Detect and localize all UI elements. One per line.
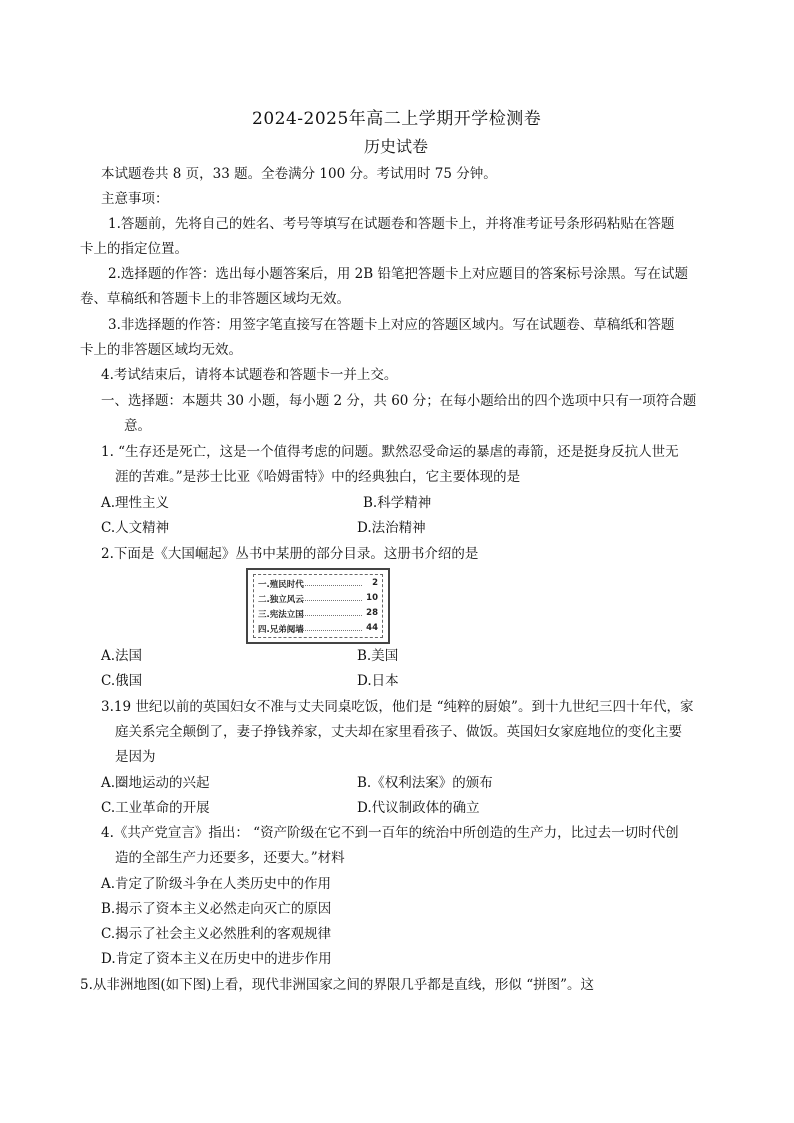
notice-item-2: 2.选择题的作答：选出每小题答案后，用 2B 铅笔把答题卡上对应题目的答案标号涂黑。写在试题 [108, 266, 688, 282]
question-1-option-a[interactable]: A.理性主义 [101, 495, 170, 511]
notice-item-4: 4.考试结束后，请将本试题卷和答题卡一并上交。 [101, 367, 398, 383]
question-1-option-d[interactable]: D.法治精神 [357, 520, 426, 536]
toc-label: 三.宪法立国 [258, 610, 304, 620]
question-3-option-c[interactable]: C.工业革命的开展 [101, 800, 210, 816]
toc-label: 二.独立风云 [258, 595, 304, 605]
notice-item-1-cont: 卡上的指定位置。 [80, 241, 188, 257]
question-1-text: 1. “生存还是死亡，这是一个值得考虑的问题。默然忍受命运的暴虐的毒箭，还是挺身反抗人世无 [101, 444, 679, 460]
toc-row [258, 623, 378, 638]
question-2-option-b[interactable]: B.美国 [357, 648, 399, 664]
toc-row [258, 593, 378, 608]
question-3-text-cont: 是因为 [115, 749, 156, 765]
question-3-option-d[interactable]: D.代议制政体的确立 [357, 800, 480, 816]
notice-item-2-cont: 卷、草稿纸和答题卡上的非答题区域均无效。 [80, 291, 350, 307]
toc-row [258, 578, 378, 593]
question-3-option-b[interactable]: B.《权利法案》的颁布 [357, 775, 493, 791]
notice-heading: 主意事项： [101, 191, 169, 207]
exam-subtitle: 历史试卷 [364, 137, 429, 156]
question-2-option-a[interactable]: A.法国 [101, 648, 143, 664]
question-3-text: 3.19 世纪以前的英国妇女不准与丈夫同桌吃饭，他们是 “纯粹的厨娘”。到十九世纪三四十年代，家 [101, 699, 694, 715]
toc-page: 44 [366, 623, 378, 633]
toc-label: 一.殖民时代 [258, 580, 304, 590]
notice-item-3-cont: 卡上的非答题区域均无效。 [80, 342, 242, 358]
exam-title: 2024-2025年高二上学期开学检测卷 [252, 109, 542, 129]
question-3-text-cont: 庭关系完全颠倒了，妻子挣钱养家，丈夫却在家里看孩子、做饭。英国妇女家庭地位的变化主要 [115, 724, 682, 740]
question-1-option-c[interactable]: C.人文精神 [101, 520, 170, 536]
book-toc-image [246, 568, 390, 644]
toc-page: 2 [372, 578, 378, 588]
question-1-text-cont: 涯的苦难。”是莎士比亚《哈姆雷特》中的经典独白，它主要体现的是 [115, 469, 521, 485]
notice-item-3: 3.非选择题的作答：用签字笔直接写在答题卡上对应的答题区域内。写在试题卷、草稿纸和答题 [108, 317, 675, 333]
notice-item-1: 1.答题前，先将自己的姓名、考号等填写在试题卷和答题卡上，并将准考证号条形码粘贴在答题 [108, 216, 675, 232]
question-4-option-c[interactable]: C.揭示了社会主义必然胜利的客观规律 [101, 926, 332, 942]
question-4-option-d[interactable]: D.肯定了资本主义在历史中的进步作用 [101, 951, 332, 967]
question-2-option-d[interactable]: D.日本 [357, 673, 399, 689]
question-4-option-b[interactable]: B.揭示了资本主义必然走向灭亡的原因 [101, 901, 332, 917]
toc-page: 28 [366, 608, 378, 618]
question-2-option-c[interactable]: C.俄国 [101, 673, 143, 689]
question-5-text: 5.从非洲地图(如下图)上看，现代非洲国家之间的界限几乎都是直线，形似 “拼图”。这 [80, 977, 595, 993]
question-1-option-b[interactable]: B.科学精神 [363, 495, 432, 511]
section-heading: 一、选择题：本题共 30 小题，每小题 2 分，共 60 分；在每小题给出的四个选项中只有一项符合题 [101, 393, 697, 409]
exam-intro: 本试题卷共 8 页，33 题。全卷满分 100 分。考试用时 75 分钟。 [101, 166, 497, 182]
question-4-text: 4.《共产党宣言》指出： “资产阶级在它不到一百年的统治中所创造的生产力，比过去一切时代创 [101, 825, 679, 841]
question-3-option-a[interactable]: A.圈地运动的兴起 [101, 775, 210, 791]
toc-page: 10 [366, 593, 378, 603]
toc-row [258, 608, 378, 623]
toc-label: 四.兄弟阋墙 [258, 625, 304, 635]
question-2-text: 2.下面是《大国崛起》丛书中某册的部分目录。这册书介绍的是 [101, 546, 479, 562]
section-heading-cont: 意。 [124, 418, 151, 434]
question-4-text-cont: 造的全部生产力还要多，还要大。”材料 [115, 850, 345, 866]
question-4-option-a[interactable]: A.肯定了阶级斗争在人类历史中的作用 [101, 876, 332, 892]
